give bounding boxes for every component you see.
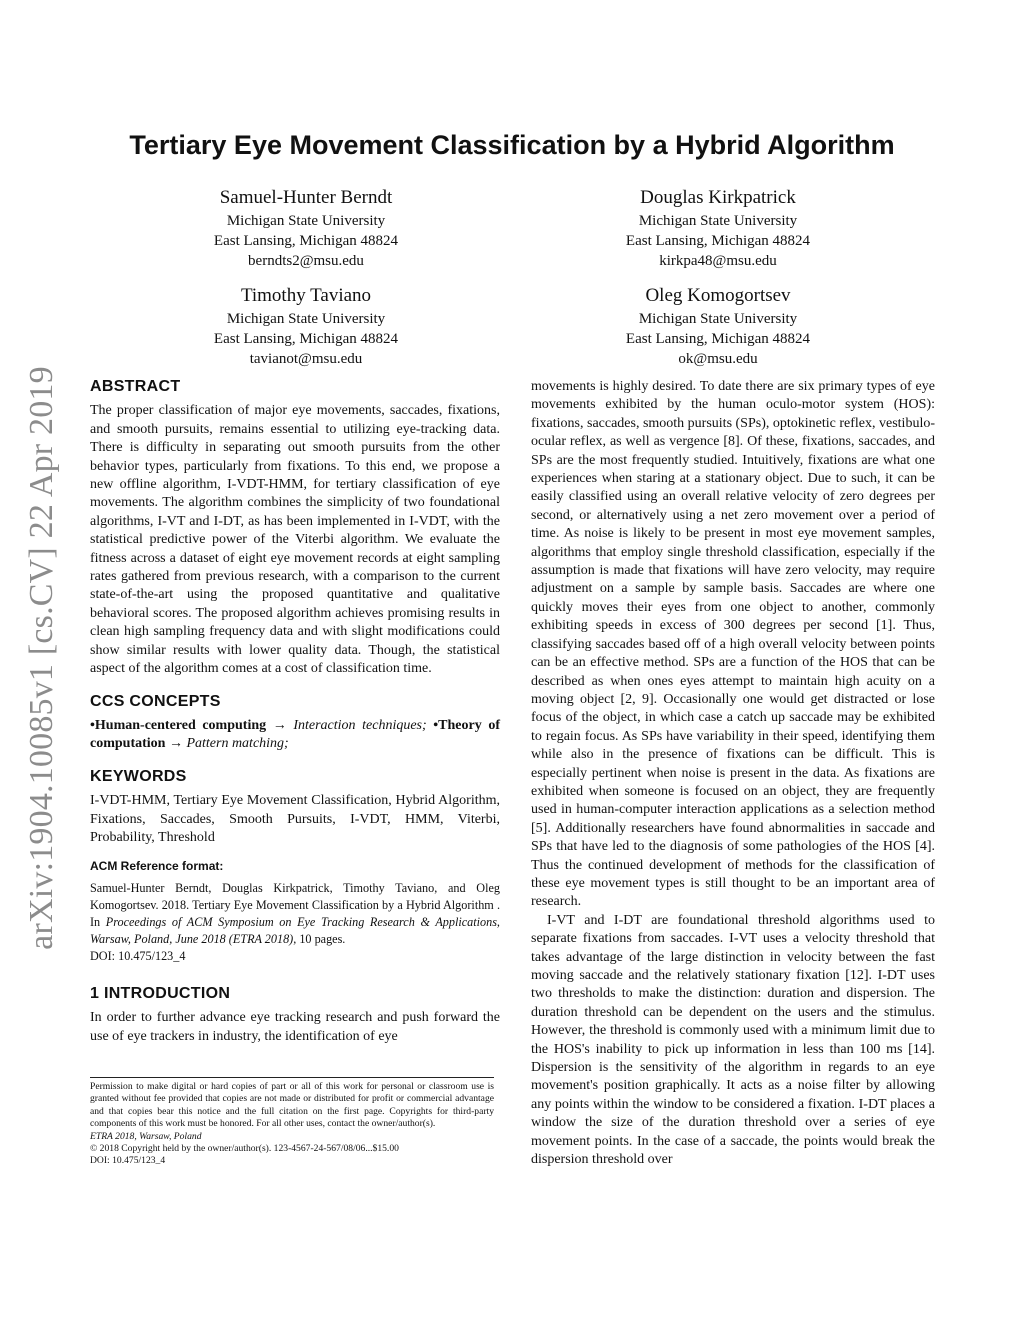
- acm-reference-proceedings: Proceedings of ACM Symposium on Eye Tracking Research & Applications, Warsaw, Poland, June 2018 (ETRA 2018): [90, 914, 500, 946]
- acm-reference-heading: ACM Reference format:: [90, 859, 224, 874]
- introduction-paragraph: movements is highly desired. To date there are six primary types of eye movements exhibited by the human oculo-motor system (HOS): fixations, saccades, smooth pursuits (SPs), optokinetic reflex, vestibulo-ocular reflex, as well as vergence [8]. Of these, fixations, saccades, and SPs are the most frequently studied. Intuitively, fixations are what one experiences when staring at a stationary object. Due to such, it can be easily classified using an overall relative velocity of zero degrees per second, or alternatively using a net zero movement over a period of time. As noise is likely to be present in most eye movement samples, algorithms that employ single threshold classification, especially if the assumption is made that fixations will have zero velocity, may require adjustment on a sample by sample basis. Saccades are where one quickly moves their eyes from one object to another, commonly exhibiting speeds in excess of 300 degrees per second [1]. Thus, classifying saccades based off of a high overall velocity between points can be an effective method. SPs are a function of the HOS that can be described as when ones eyes attempt to maintain high acuity on a moving object [2, 9]. Occasionally one would get distracted or lose focus of the object, in which case a catch up saccade may be exhibited to regain focus. As SPs have variability in their speed, identifying them while also in the presence of fixations can be difficult. This is especially pertinent when noise is present in the data. As fixations are exhibited when someone is focused on an object, they are frequently used in human-computer interaction applications as a selection method [5]. Additionally researchers have found abnormalities in saccade and SPs that have led to the diagnosis of some pathologies of the HOS [4]. Thus the continued development of methods for the classification of these eye movement types is still thought to be an important area of research.: [531, 379, 935, 910]
- keywords-text: I-VDT-HMM, Tertiary Eye Movement Classification, Hybrid Algorithm, Fixations, Saccades, Smooth Pursuits, I-VDT, HMM, Viterbi, Probability, Threshold: [90, 793, 500, 845]
- author-email[interactable]: ok@msu.edu: [678, 351, 758, 367]
- acm-reference-text: [90, 880, 500, 965]
- copyright-note: © 2018 Copyright held by the owner/author(s). 123-4567-24-567/08/06...$15.00: [90, 1143, 399, 1155]
- introduction-section: [90, 985, 500, 1046]
- author-name: Oleg Komogortsev: [645, 285, 791, 306]
- permission-notice: Permission to make digital or hard copies of part or all of this work for personal or classroom use is granted without fee provided that copies are not made or distributed for profit or commercial advantage and that copies bear this notice and the full citation on the first page. Copyrights for third-party components of this work must be honored. For all other uses, contact the owner/author(s).: [90, 1081, 494, 1130]
- introduction-paragraph: I-VT and I-DT are foundational threshold algorithms used to separate fixations from saccades. I-VT uses a velocity threshold that takes advantage of the large distinction in velocity between the fast moving saccade and the relatively stationary fixation [12]. I-DT uses two thresholds to make the distinction: duration and dispersion. The duration threshold can be dependent on the users and the stimulus. However, the threshold is commonly used with a minimum limit due to the HOS's inability to pick up information in less than 100 ms [14]. Dispersion is the sensitivity of the algorithm in regards to an eye movement's position graphically. It acts as a noise filter by allowing any points within the window to be considered a fixation. I-DT places a window the size of the duration threshold over a series of eye movement points. In the case of a saccade, the points would break the dispersion threshold over: [531, 912, 935, 1168]
- author-block: [538, 284, 898, 369]
- ccs-item-italic: Interaction techniques;: [293, 717, 427, 733]
- arxiv-id: arXiv:1904.10085v1 [cs.CV] 22 Apr 2019: [23, 365, 61, 950]
- ccs-item-bold: •Human-centered computing: [90, 717, 267, 733]
- ccs-item-italic: Pattern matching;: [186, 736, 289, 752]
- author-name: Samuel-Hunter Berndt: [219, 187, 393, 208]
- ccs-section: [90, 693, 500, 754]
- acm-reference-doi: DOI: 10.475/123_4: [90, 948, 186, 963]
- author-block: [538, 186, 898, 271]
- author-address: East Lansing, Michigan 48824: [213, 233, 399, 249]
- author-affiliation: Michigan State University: [226, 311, 386, 327]
- footnote-doi: DOI: 10.475/123_4: [90, 1155, 166, 1167]
- acm-reference-authors: Samuel-Hunter Berndt, Douglas Kirkpatrick, Timothy Taviano, and Oleg Komogortsev. 2018. Tertiary Eye Movement Classification by a Hybrid Algorithm . In: [90, 880, 500, 929]
- footnote-rule: [90, 1077, 494, 1078]
- author-name: Douglas Kirkpatrick: [640, 187, 796, 208]
- venue-note: ETRA 2018, Warsaw, Poland: [90, 1130, 202, 1142]
- abstract-heading: ABSTRACT: [90, 378, 181, 395]
- keywords-heading: KEYWORDS: [90, 767, 187, 785]
- abstract-text: The proper classification of major eye movements, saccades, fixations, and smooth pursuits, remains essential to utilizing eye-tracking data. There is difficulty in separating out smooth pursuits from the other behavior types, particularly from fixations. To this end, we propose a new offline algorithm, I-VDT-HMM, for tertiary classification of eye movements. The algorithm combines the simplicity of two foundational algorithms, I-VT and I-DT, as has been implemented in I-VDT, with the statistical predictive power of the Viterbi algorithm. We evaluate the fitness across a dataset of eight eye movement records at eight sampling rates gathered from previous research, with a comparison to the current state-of-the-art using the proposed quantitative and qualitative behavioral scores. The proposed algorithm achieves promising results in clean high sampling frequency data and with slight modifications could show similar results with lower quality data. Though, the statistical aspect of the algorithm comes at a cost of classification time.: [90, 403, 500, 677]
- copyright-footnote: [90, 1077, 494, 1168]
- paper-title: Tertiary Eye Movement Classification by a Hybrid Algorithm: [129, 130, 895, 160]
- abstract-section: [90, 378, 500, 679]
- author-name: Timothy Taviano: [240, 285, 372, 306]
- author-affiliation: Michigan State University: [638, 311, 798, 327]
- ccs-item-bold: •Theory of computation: [90, 717, 500, 752]
- author-address: East Lansing, Michigan 48824: [625, 331, 811, 347]
- introduction-heading: 1 INTRODUCTION: [90, 984, 231, 1002]
- introduction-paragraph: In order to further advance eye tracking research and push forward the use of eye trackers in industry, the identification of eye: [90, 1010, 500, 1044]
- ccs-heading: CCS CONCEPTS: [90, 692, 221, 710]
- author-address: East Lansing, Michigan 48824: [213, 331, 399, 347]
- left-column: [90, 378, 500, 1060]
- ccs-arrow: →: [266, 717, 294, 733]
- arxiv-sidebar-stamp: [22, 355, 62, 960]
- ccs-arrow: →: [165, 736, 187, 752]
- author-email[interactable]: kirkpa48@msu.edu: [659, 253, 777, 269]
- author-affiliation: Michigan State University: [226, 213, 386, 229]
- author-email[interactable]: berndts2@msu.edu: [248, 253, 364, 269]
- author-block: [126, 186, 486, 271]
- ccs-concepts: [90, 717, 500, 754]
- author-block: [126, 284, 486, 369]
- right-column: [531, 378, 935, 1169]
- acm-reference-pages: , 10 pages.: [293, 931, 346, 946]
- author-affiliation: Michigan State University: [638, 213, 798, 229]
- author-email[interactable]: tavianot@msu.edu: [249, 351, 363, 367]
- keywords-section: [90, 768, 500, 965]
- author-address: East Lansing, Michigan 48824: [625, 233, 811, 249]
